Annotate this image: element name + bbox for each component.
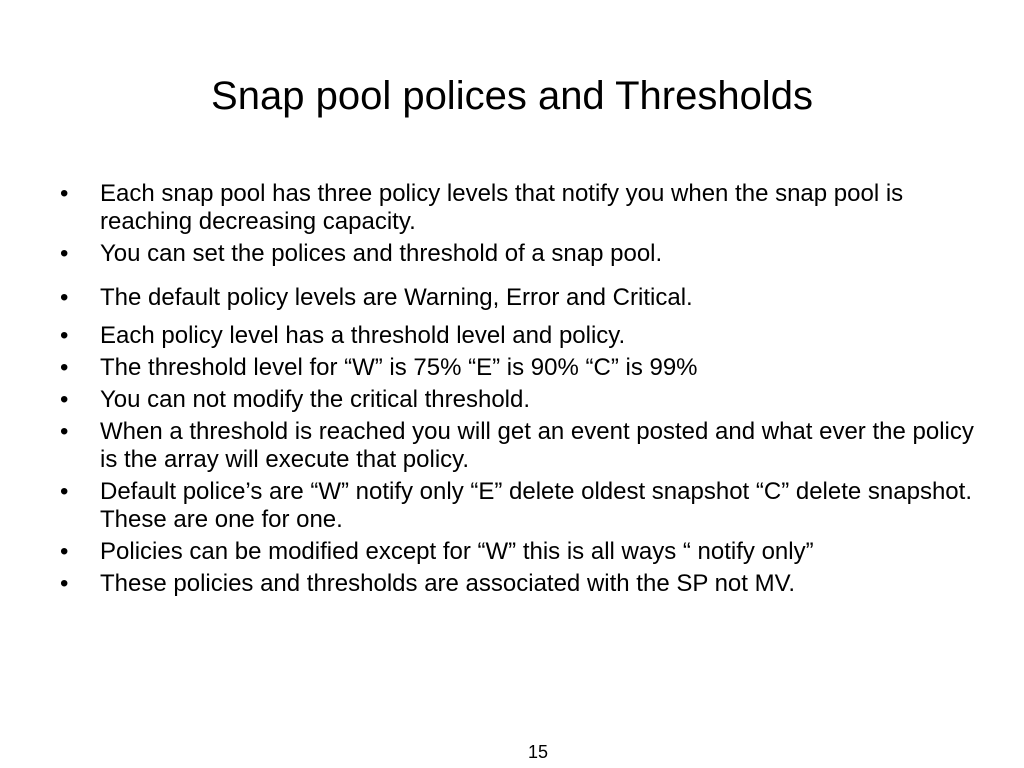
bullet-item (58, 418, 978, 474)
bullet-item (58, 284, 978, 312)
bullet-point: • (60, 478, 69, 505)
bullet-point: • (60, 386, 69, 413)
bullet-item (58, 322, 978, 350)
bullet-point: • (60, 354, 69, 381)
bullet-item (58, 478, 978, 534)
bullet-text: You can set the polices and threshold of a snap pool. (100, 240, 663, 267)
bullet-item (58, 570, 978, 598)
bullet-text: You can not modify the critical threshold. (100, 386, 531, 413)
bullet-text: These policies and thresholds are associated with the SP not MV. (100, 570, 796, 597)
page-number: 15 (527, 742, 549, 762)
bullet-text: Policies can be modified except for “W” this is all ways “ notify only” (100, 538, 814, 565)
bullet-text: When a threshold is reached you will get an event posted and what ever the policy is the array will execute that policy. (100, 418, 974, 473)
bullet-point: • (60, 284, 69, 311)
bullet-text: Default police’s are “W” notify only “E” delete oldest snapshot “C” delete snapshot. These are one for one. (100, 478, 972, 533)
bullet-text: Each snap pool has three policy levels that notify you when the snap pool is reaching decreasing capacity. (100, 180, 904, 235)
bullet-point: • (60, 322, 69, 349)
bullet-item (58, 240, 978, 268)
bullet-point: • (60, 240, 69, 267)
bullet-item (58, 354, 978, 382)
bullet-point: • (60, 570, 69, 597)
bullet-list (58, 180, 978, 602)
bullet-item (58, 180, 978, 236)
bullet-point: • (60, 538, 69, 565)
bullet-point: • (60, 418, 69, 445)
bullet-item (58, 386, 978, 414)
bullet-text: Each policy level has a threshold level and policy. (100, 322, 626, 349)
slide-title: Snap pool polices and Thresholds (211, 74, 813, 118)
bullet-item (58, 538, 978, 566)
bullet-text: The default policy levels are Warning, Error and Critical. (100, 284, 693, 311)
bullet-point: • (60, 180, 69, 207)
bullet-text: The threshold level for “W” is 75% “E” is 90% “C” is 99% (100, 354, 698, 381)
